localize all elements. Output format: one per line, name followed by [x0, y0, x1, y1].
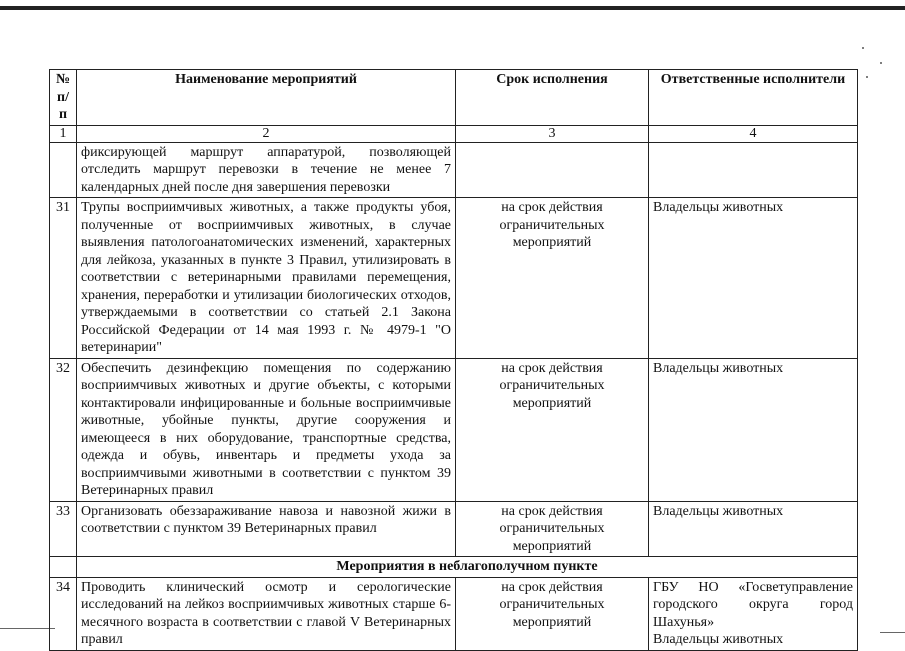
table-row — [50, 198, 858, 359]
column-number: 1 — [50, 125, 77, 142]
row-number: 34 — [50, 577, 77, 650]
table-row — [50, 501, 858, 557]
header-action: Наименование мероприятий — [77, 70, 456, 126]
row-responsible: Владельцы животных — [649, 358, 858, 501]
row-action: Трупы восприимчивых животных, а также продукты убоя, полученные от восприимчивых животных, в случае выявления патологоанатомических изменений, характерных для лейкоза, указанных в пункте 3 Правил, утилизировать в соответствии с ветеринарными правилами перемещения, хранения, переработки и утилизации биологических отходов, утверждаемыми в соответствии со статьей 2.1 Закона Российской Федерации от 14 мая 1993 г. № 4979-1 "О ветеринарии" — [77, 198, 456, 359]
scan-mark — [880, 632, 905, 633]
row-responsible: Владельцы животных — [649, 198, 858, 359]
top-border-line — [0, 6, 905, 10]
table-row — [50, 577, 858, 650]
row-number: 32 — [50, 358, 77, 501]
row-responsible — [649, 577, 858, 650]
header-num: № п/п — [50, 70, 77, 126]
table-row — [50, 358, 858, 501]
row-deadline: на срок действия ограничительных мероприятий — [456, 198, 649, 359]
row-action: Обеспечить дезинфекцию помещения по содержанию восприимчивых животных и другие объекты, с которыми контактировали инфицированные и больные восприимчивые животные, убойные пункты, другие сооружения и имеющееся в них оборудование, транспортные средства, одежда и обувь, инвентарь и предметы ухода за восприимчивыми животными в соответствии с пунктом 39 Ветеринарных правил — [77, 358, 456, 501]
scan-speck — [866, 76, 868, 78]
responsible-org: ГБУ НО «Госветуправление городского округа город Шахунья» — [653, 579, 853, 630]
row-deadline — [456, 142, 649, 198]
section-row — [50, 557, 858, 578]
scan-speck — [862, 47, 864, 49]
column-number: 3 — [456, 125, 649, 142]
row-responsible — [649, 142, 858, 198]
table-row — [50, 142, 858, 198]
row-deadline: на срок действия ограничительных мероприятий — [456, 358, 649, 501]
scan-speck — [880, 62, 882, 64]
row-number: 33 — [50, 501, 77, 557]
row-action: фиксирующей маршрут аппаратурой, позволяющей отследить маршрут перевозки в течение не менее 7 календарных дней после дня завершения перевозки — [77, 142, 456, 198]
responsible-owners: Владельцы животных — [653, 632, 784, 647]
scan-mark — [0, 628, 55, 629]
header-responsible: Ответственные исполнители — [649, 70, 858, 126]
column-numbers-row — [50, 125, 858, 142]
section-title: Мероприятия в неблагополучном пункте — [77, 557, 858, 578]
measures-table — [49, 69, 858, 651]
row-action: Организовать обеззараживание навоза и навозной жижи в соответствии с пунктом 39 Ветеринарных правил — [77, 501, 456, 557]
row-responsible: Владельцы животных — [649, 501, 858, 557]
section-num-cell — [50, 557, 77, 578]
table-header-row — [50, 70, 858, 126]
row-action: Проводить клинический осмотр и серологические исследований на лейкоз восприимчивых животных старше 6-месячного возраста в соответствии с главой V Ветеринарных правил — [77, 577, 456, 650]
row-number: 31 — [50, 198, 77, 359]
row-number — [50, 142, 77, 198]
column-number: 4 — [649, 125, 858, 142]
column-number: 2 — [77, 125, 456, 142]
row-deadline: на срок действия ограничительных мероприятий — [456, 577, 649, 650]
header-deadline: Срок исполнения — [456, 70, 649, 126]
row-deadline: на срок действия ограничительных мероприятий — [456, 501, 649, 557]
